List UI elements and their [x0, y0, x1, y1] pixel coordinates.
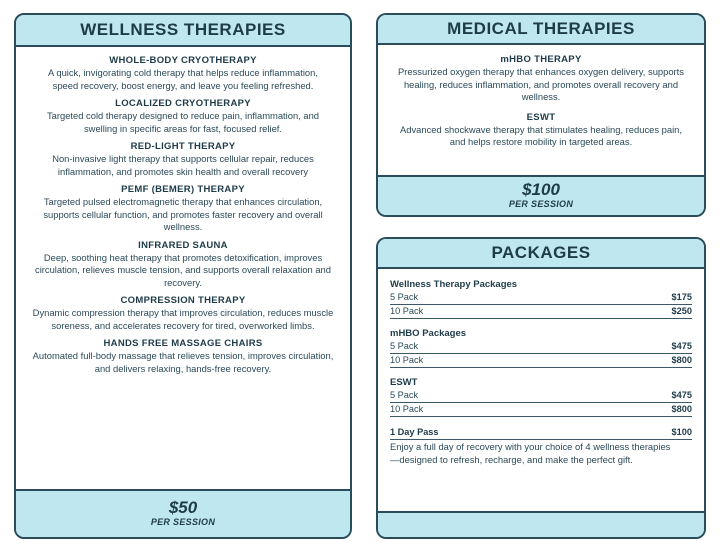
- package-price: $175: [671, 292, 692, 302]
- medical-price: $100: [522, 180, 560, 199]
- package-row: [390, 340, 692, 354]
- package-group: [390, 279, 692, 319]
- therapy-description: Automated full-body massage that relieves tension, improves circulation, and delivers relaxing, hands-free recovery.: [32, 350, 334, 374]
- package-group: [390, 328, 692, 368]
- therapy-name: WHOLE-BODY CRYOTHERAPY: [109, 55, 257, 66]
- wellness-price: $50: [168, 498, 198, 517]
- package-label: 10 Pack: [390, 355, 424, 365]
- therapy-item: [20, 295, 346, 332]
- package-label: 5 Pack: [390, 390, 419, 400]
- package-label: 10 Pack: [390, 404, 424, 414]
- medical-per-session: PER SESSION: [508, 199, 574, 209]
- package-price: $800: [671, 404, 692, 414]
- package-label: 5 Pack: [390, 341, 419, 351]
- package-price: $475: [671, 390, 692, 400]
- package-row: [390, 403, 692, 417]
- medical-price-footer: [378, 175, 704, 215]
- package-row: [390, 305, 692, 319]
- therapy-description: Pressurized oxygen therapy that enhances oxygen delivery, supports healing, reduces inflammation, and promotes overall recovery and wellness.: [398, 66, 684, 102]
- package-group-title: ESWT: [390, 377, 418, 388]
- package-group-title: mHBO Packages: [390, 328, 467, 339]
- therapy-name: COMPRESSION THERAPY: [120, 295, 246, 306]
- therapy-item: [24, 240, 342, 290]
- package-row: [390, 291, 692, 305]
- therapy-description: Dynamic compression therapy that improves circulation, reduces muscle soreness, and accelerates recovery for tired, overworked limbs.: [32, 307, 334, 331]
- therapy-item: [20, 141, 346, 178]
- day-pass-label: 1 Day Pass: [390, 427, 439, 437]
- wellness-therapies-title: WELLNESS THERAPIES: [16, 15, 350, 47]
- therapy-item: [24, 184, 342, 234]
- package-price: $800: [671, 355, 692, 365]
- therapy-name: PEMF (BEMER) THERAPY: [121, 184, 245, 195]
- wellness-price-footer: [16, 489, 350, 537]
- day-pass-price: $100: [671, 427, 692, 437]
- therapy-name: mHBO THERAPY: [500, 54, 582, 65]
- day-pass: [390, 426, 692, 466]
- wellness-per-session: PER SESSION: [150, 517, 216, 527]
- package-price: $250: [671, 306, 692, 316]
- packages-panel: [376, 237, 706, 539]
- therapy-item: [24, 55, 342, 92]
- therapy-name: ESWT: [526, 111, 556, 123]
- therapy-description: Non-invasive light therapy that supports cellular repair, reduces inflammation, and promotes skin health and overall recovery: [52, 153, 314, 177]
- therapy-name: HANDS FREE MASSAGE CHAIRS: [103, 338, 263, 349]
- package-price: $475: [671, 341, 692, 351]
- therapy-description: Targeted cold therapy designed to reduce pain, inflammation, and swelling in specific areas for fast, focused relief.: [46, 110, 320, 134]
- therapy-description: Advanced shockwave therapy that stimulates healing, reduces pain, and helps restore mobility in targeted areas.: [400, 123, 682, 147]
- therapy-description: Deep, soothing heat therapy that promotes detoxification, improves circulation, relieves muscle tension, and supports overall relaxation and recovery.: [35, 251, 331, 288]
- therapy-item: [386, 112, 696, 149]
- medical-therapies-title: MEDICAL THERAPIES: [378, 15, 704, 45]
- package-group-title: Wellness Therapy Packages: [390, 279, 518, 290]
- wellness-therapies-panel: [14, 13, 352, 539]
- day-pass-row: [390, 426, 692, 440]
- package-row: [390, 354, 692, 368]
- package-label: 5 Pack: [390, 292, 419, 302]
- therapy-name: INFRARED SAUNA: [138, 239, 228, 251]
- package-row: [390, 389, 692, 403]
- therapy-item: [24, 338, 342, 375]
- package-label: 10 Pack: [390, 306, 424, 316]
- package-group: [390, 377, 692, 417]
- therapy-item: [24, 98, 342, 135]
- packages-title: PACKAGES: [378, 239, 704, 269]
- medical-therapies-panel: [376, 13, 706, 217]
- packages-footer-band: [378, 511, 704, 537]
- therapy-item: [386, 54, 696, 104]
- therapy-name: RED-LIGHT THERAPY: [130, 141, 236, 152]
- therapy-name: LOCALIZED CRYOTHERAPY: [115, 98, 251, 109]
- day-pass-description: Enjoy a full day of recovery with your choice of 4 wellness therapies—designed to refresh, recharge, and make the perfect gift.: [390, 441, 671, 465]
- therapy-description: A quick, invigorating cold therapy that helps reduce inflammation, speed recovery, boost energy, and leave you feeling refreshed.: [48, 67, 318, 91]
- therapy-description: Targeted pulsed electromagnetic therapy that enhances circulation, supports cellular function, and promotes faster recovery and overall wellness.: [43, 196, 323, 232]
